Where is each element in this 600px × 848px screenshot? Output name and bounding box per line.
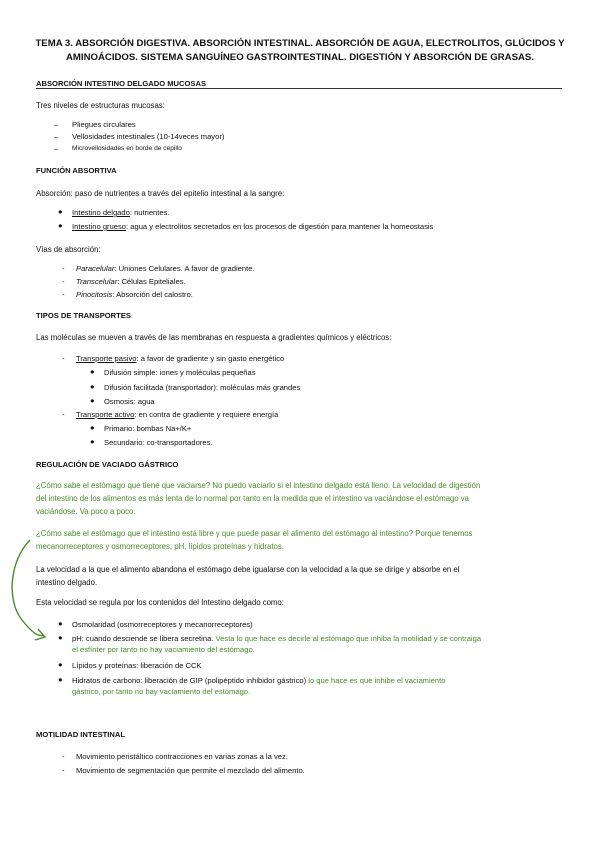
regulacion-intro: Esta velocidad se regula por los contenidos del Intestino delgado como: [36,598,284,607]
para-line: vaciándose. Va poco a poco. [36,507,136,516]
dash-marker: - [62,766,65,775]
dash-marker: - [62,410,65,419]
sub-item: Primario: bombas Na+/K+ [104,424,192,433]
section-heading-vaciado: REGULACIÓN DE VACIADO GÁSTRICO [36,460,179,469]
bullet-marker: ● [58,660,63,669]
bullet-marker: ● [90,382,95,391]
term-text: : Uniones Celulares. A favor de gradiente. [114,264,255,273]
sub-item: Difusión facilitada (transportador): moléculas más grandes [104,383,301,392]
bullet-marker: ● [58,633,63,642]
bullet-marker: ● [90,437,95,446]
bullet-marker: ● [58,619,63,628]
title-line: TEMA 3. ABSORCIÓN DIGESTIVA. ABSORCIÓN INTESTINAL. ABSORCIÓN DE AGUA, ELECTROLITOS, GLÚCIDOS Y [35,38,565,49]
para-line: ¿Cómo sabe el estómago que el intestino está libre y que puede pasar el alimento del estómago al intestino? Porque tenemos [36,529,473,538]
term-text: : a favor de gradiente y sin gasto energético [136,354,285,363]
list-item: Movimiento de segmentación que permite el mezclado del alimento. [76,766,305,775]
list-item: Movimiento peristáltico contracciones en varias zonas a la vez. [76,752,288,761]
sub-item: Osmosis: agua [104,397,155,406]
dash-marker: – [54,144,59,153]
sub-item: Difusión simple: iones y moléculas pequeñas [104,368,256,377]
vias-heading: Vías de absorción: [36,245,101,254]
item-text: pH: cuando desciende se libera secretina. [72,634,214,643]
term-text: : Células Epiteliales. [117,277,186,286]
bullet-marker: ● [58,207,63,216]
bullet-marker: ● [90,423,95,432]
item-text: Osmolaridad (osmorreceptores y mecanorreceptores) [72,620,253,629]
item-note: el esfínter por tanto no hay vaciamiento del estómago. [72,645,255,654]
dash-marker: – [54,120,59,129]
term-text: : agua y electrolitos secretados en los procesos de digestión para mantener la homeostasis [126,222,434,231]
para-line: del intestino de los alimentos es más lenta de lo normal por tanto en la medida que el intestino va vaciándose el estómago va [36,494,469,503]
section-heading-absorcion: ABSORCIÓN INTESTINO DELGADO MUCOSAS [36,79,207,88]
item-note: gástrico, por tanto no hay vaciamiento del estómago. [72,687,251,696]
section-heading-funcion: FUNCIÓN ABSORTIVA [36,166,117,175]
item-text: Lípidos y proteínas: liberación de CCK [72,661,202,670]
title-line: AMINOÁCIDOS. SISTEMA SANGUÍNEO GASTROINTESTINAL. DIGESTIÓN Y ABSORCIÓN DE GRASAS. [66,52,534,63]
bullet-marker: ● [90,367,95,376]
section1-intro: Tres niveles de estructuras mucosas: [36,101,165,110]
section-heading-motilidad: MOTILIDAD INTESTINAL [36,730,126,739]
dash-marker: - [62,264,65,273]
dash-marker: - [62,752,65,761]
para-line: La velocidad a la que el alimento abandona el estómago debe igualarse con la velocidad a la que se dirige y absorbe en el [36,565,460,574]
term-text: : Absorción del calostro. [112,290,193,299]
bullet-marker: ● [58,675,63,684]
term-text: : en contra de gradiente y requiere energía [134,410,279,419]
term: Pinocitosis [76,290,113,299]
term: Transcelular [76,277,118,286]
bullet-marker: ● [90,396,95,405]
list-item: Pliegues circulares [72,120,136,129]
para-line: ¿Cómo sabe el estómago que tiene que vaciarse? No puedo vaciarlo si el intestino delgado está lleno. La velocidad de digestión [36,481,481,490]
section3-intro: Las moléculas se mueven a través de las membranas en respuesta a gradientes químicos y eléctricos: [36,333,392,342]
list-item: Vellosidades intestinales (10-14veces mayor) [72,132,225,141]
section2-intro: Absorción: paso de nutrientes a través del epitelio intestinal a la sangre: [36,189,285,198]
term: Intestino grueso [72,222,127,231]
sub-item: Secundario: co-transportadores. [104,438,213,447]
section-heading-transportes: TIPOS DE TRANSPORTES [36,311,131,320]
item-note: Vesta lo que hace es decirle al estómago que inhiba la motilidad y se contraiga [213,634,482,643]
bullet-marker: ● [58,221,63,230]
term: Transporte activo [76,410,135,419]
term: Transporte pasivo [76,354,137,363]
term: Paracelular [76,264,115,273]
item-note: lo que hace es que inhibe el vaciamiento [306,676,446,685]
list-item: Microvellosidades en borde de cepillo [72,145,182,152]
para-line: mecanorreceptores y osmorreceptores, pH, lípidos proteínas y hidratos. [36,542,284,551]
term: Intestino delgado [72,208,130,217]
dash-marker: - [62,277,65,286]
dash-marker: – [54,132,59,141]
dash-marker: - [62,290,65,299]
item-text: Hidratos de carbono: liberación de GIP (polipéptido inhibidor gástrico) [72,676,307,685]
para-line: intestino delgado. [36,578,98,587]
term-text: : nutrientes. [129,208,170,217]
dash-marker: - [62,354,65,363]
